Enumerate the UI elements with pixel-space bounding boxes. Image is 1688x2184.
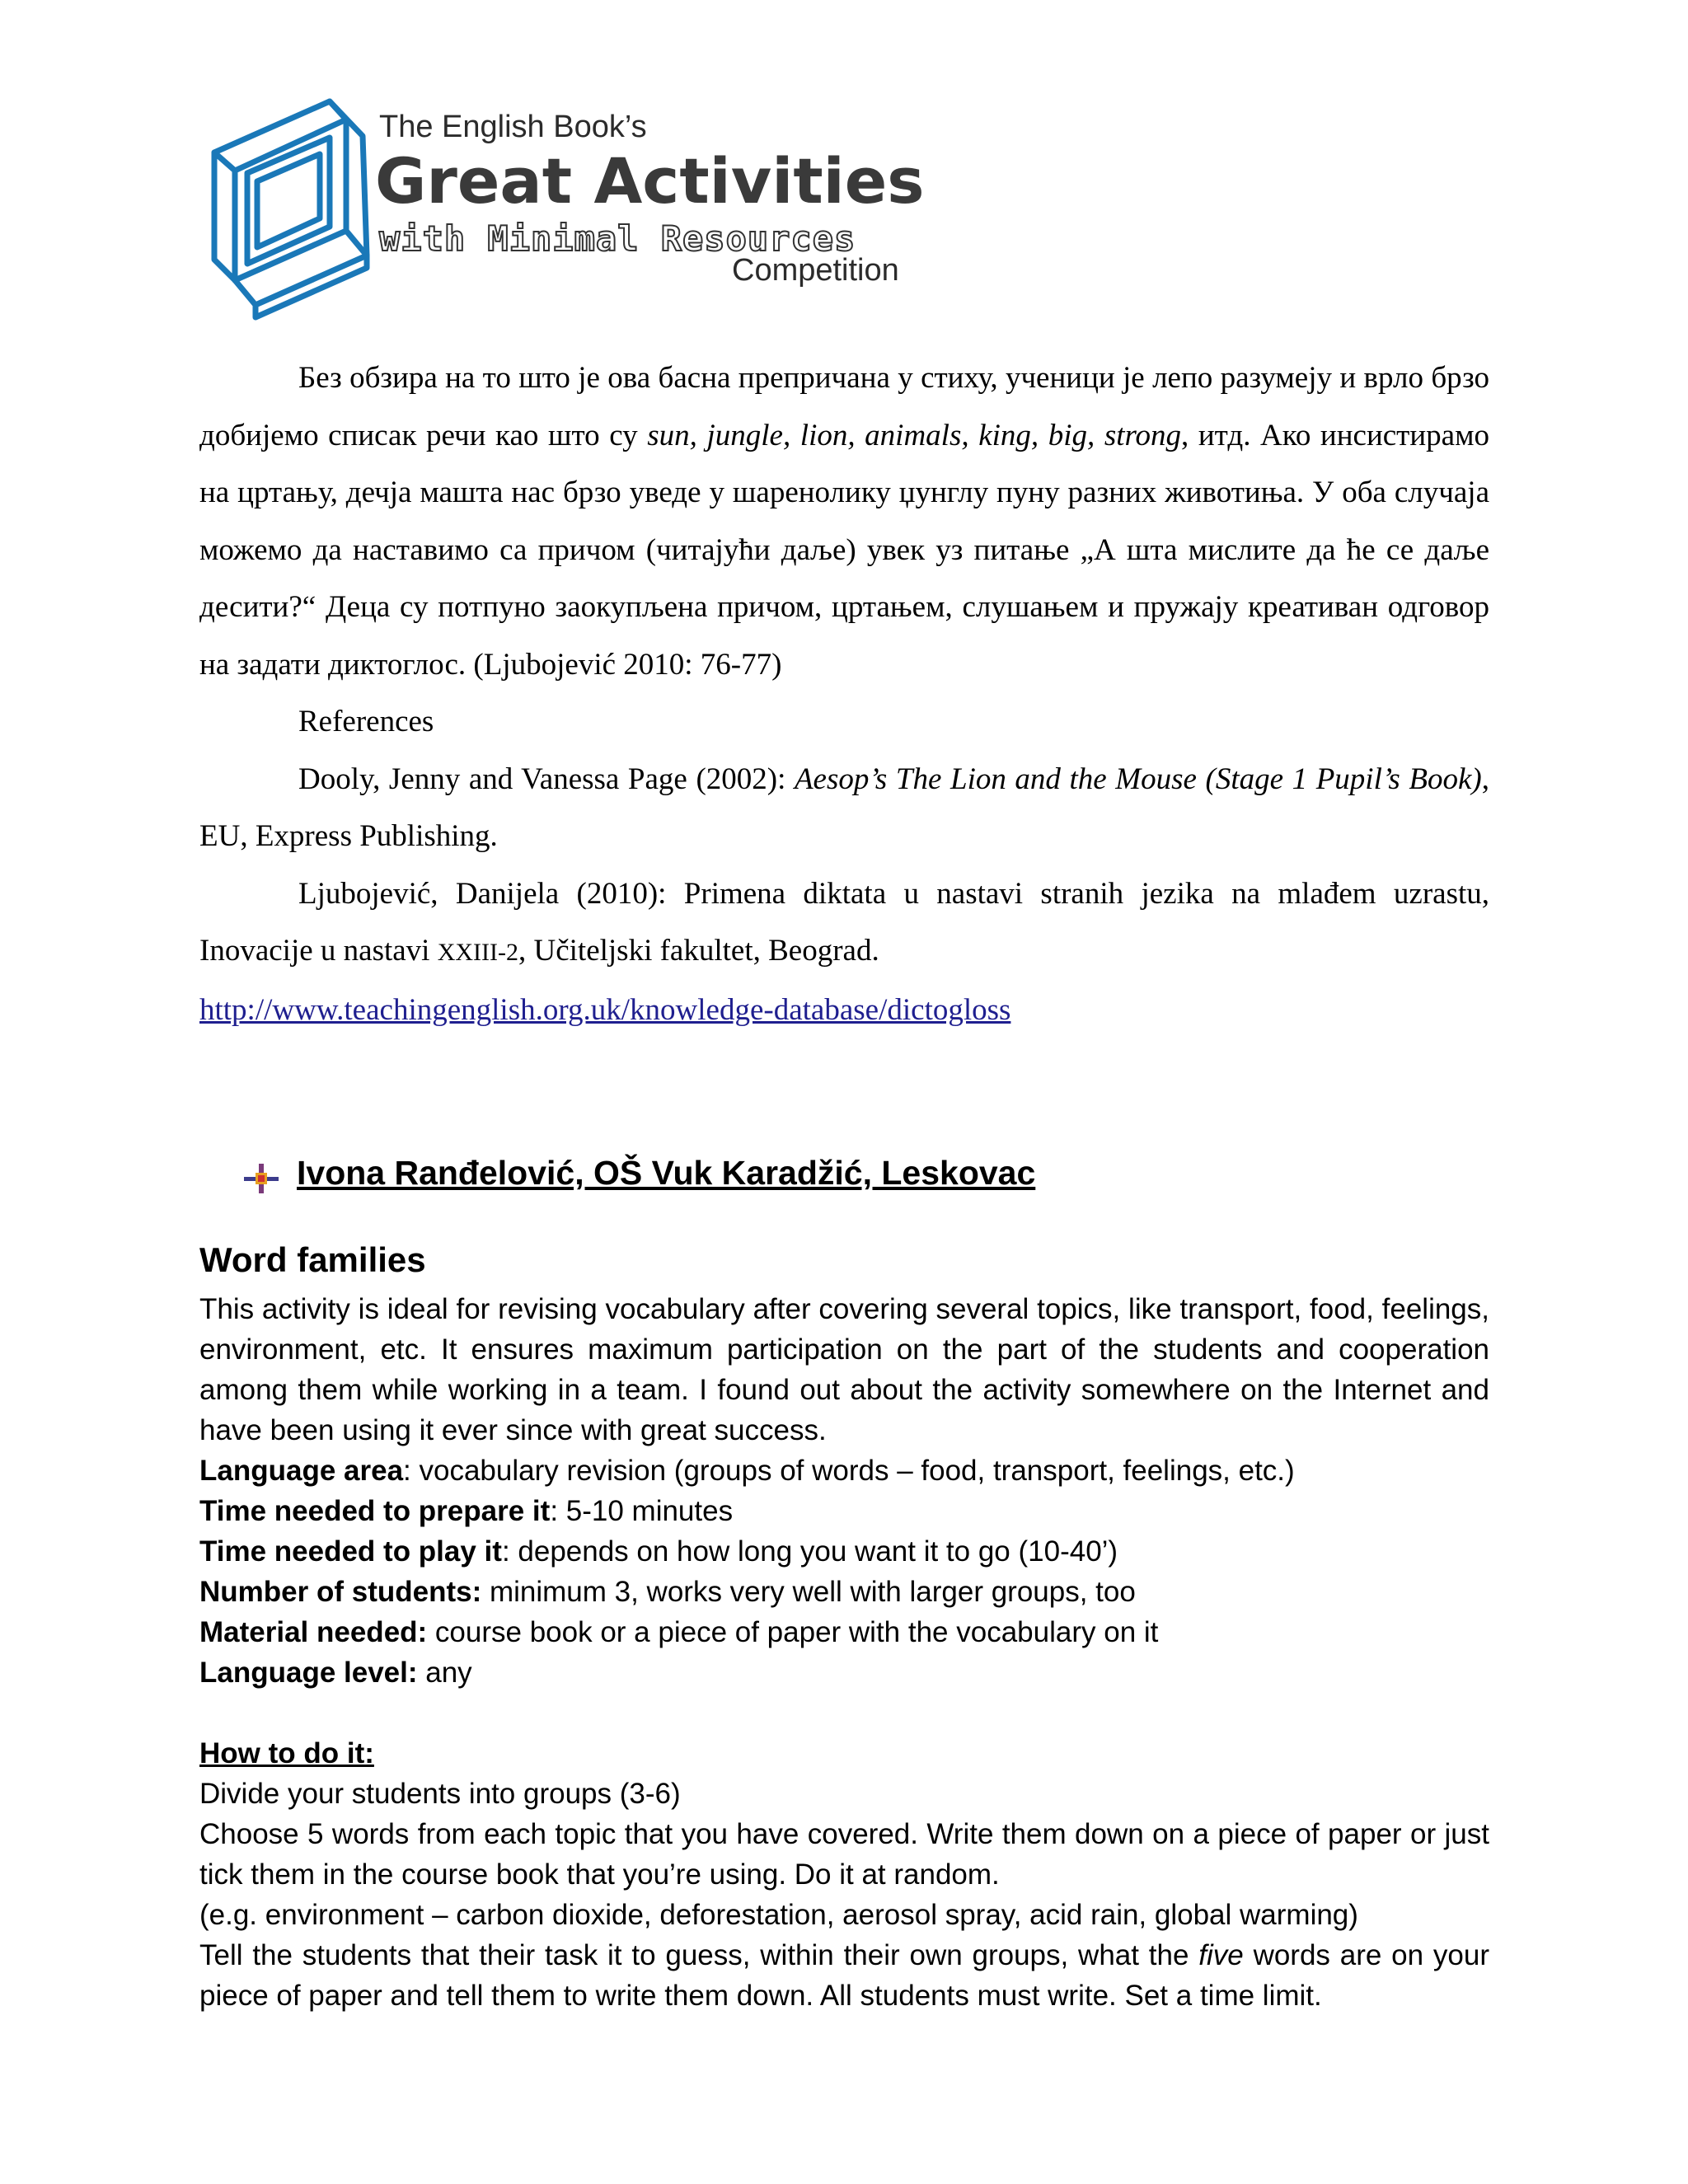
logo-line-2: Great Activities (375, 144, 925, 218)
step-2: Choose 5 words from each topic that you have covered. Write them down on a piece of paper or just tick them in the course book that you’re using. Do it at random. (199, 1818, 1489, 1891)
author-name: Ivona Ranđelović, OŠ Vuk Karadžić, Leskovac (297, 1154, 1036, 1192)
reference-2: Ljubojević, Danijela (2010): Primena diktata u nastavi stranih jezika na mlađem uzrastu, Inovacije u nastavi XXIII-2, Učiteljski fakultet, Beograd. (199, 876, 1489, 968)
logo-line-1: The English Book’s (379, 110, 647, 144)
serbian-paragraph-block (199, 349, 1489, 1038)
step-1: Divide your students into groups (3-6) (199, 1778, 681, 1810)
reference-link[interactable]: http://www.teachingenglish.org.uk/knowledge-database/dictogloss (199, 992, 1011, 1027)
serbian-paragraph: Без обзира на то што је ова басна препричана у стиху, ученици је лепо разумеју и врло брзо добијемо списак речи као што су sun, jungle, lion, animals, king, big, strong, итд. Ако инсистирамо на цртању, дечја машта нас брзо уведе у шаренолику џунглу пуну разних животиња. У оба случаја можемо да наставимо са причом (читајући даље) увек уз питање „А шта мислите да ће се даље десити?“ Деца су потпуно заокупљена причом, цртањем, слушањем и пружају креативан одговор на задати диктоглос. (Ljubojević 2010: 76-77) (199, 361, 1489, 682)
spacer (199, 1693, 1489, 1733)
detail-play-time: Time needed to play it: depends on how long you want it to go (10-40’) (199, 1535, 1118, 1568)
detail-language-level: Language level: any (199, 1657, 472, 1689)
how-to-heading: How to do it: (199, 1737, 374, 1769)
logo-line-4: Competition (732, 253, 899, 288)
reference-1: Dooly, Jenny and Vanessa Page (2002): Aesop’s The Lion and the Mouse (Stage 1 Pupil’s Book), EU, Express Publishing. (199, 762, 1489, 853)
reference-1-title: Aesop’s The Lion and the Mouse (Stage 1 Pupil’s Book) (794, 762, 1482, 796)
detail-prepare-time: Time needed to prepare it: 5-10 minutes (199, 1495, 734, 1527)
detail-material-needed: Material needed: course book or a piece of paper with the vocabulary on it (199, 1616, 1159, 1648)
bullet-cross-icon (244, 1164, 279, 1193)
detail-language-area: Language area: vocabulary revision (groups of words – food, transport, feelings, etc.) (199, 1455, 1295, 1487)
competition-logo (206, 95, 925, 326)
emphasis-five: five (1198, 1939, 1244, 1971)
activity-body (199, 1289, 1489, 2016)
logo-line-3: with Minimal Resources (379, 218, 856, 259)
activity-title: Word families (199, 1240, 426, 1279)
book-logo-icon (206, 95, 379, 326)
detail-number-of-students: Number of students: minimum 3, works very well with larger groups, too (199, 1576, 1136, 1608)
reference-2-volume: XXIII-2 (437, 939, 518, 966)
vocabulary-words: sun, jungle, lion, animals, king, big, strong (647, 418, 1182, 452)
step-4: Tell the students that their task it to guess, within their own groups, what the five words are on your piece of paper and tell them to write them down. All students must write. Set a time limit. (199, 1939, 1489, 2012)
reference-link-row (199, 982, 1489, 1039)
activity-intro: This activity is ideal for revising vocabulary after covering several topics, like transport, food, feelings, environment, etc. It ensures maximum participation on the part of the students and cooperation among them while working in a team. I found out about the activity somewhere on the Internet and have been using it ever since with great success. (199, 1293, 1489, 1446)
references-heading: References (298, 705, 434, 738)
step-3: (e.g. environment – carbon dioxide, deforestation, aerosol spray, acid rain, global warming) (199, 1899, 1358, 1931)
